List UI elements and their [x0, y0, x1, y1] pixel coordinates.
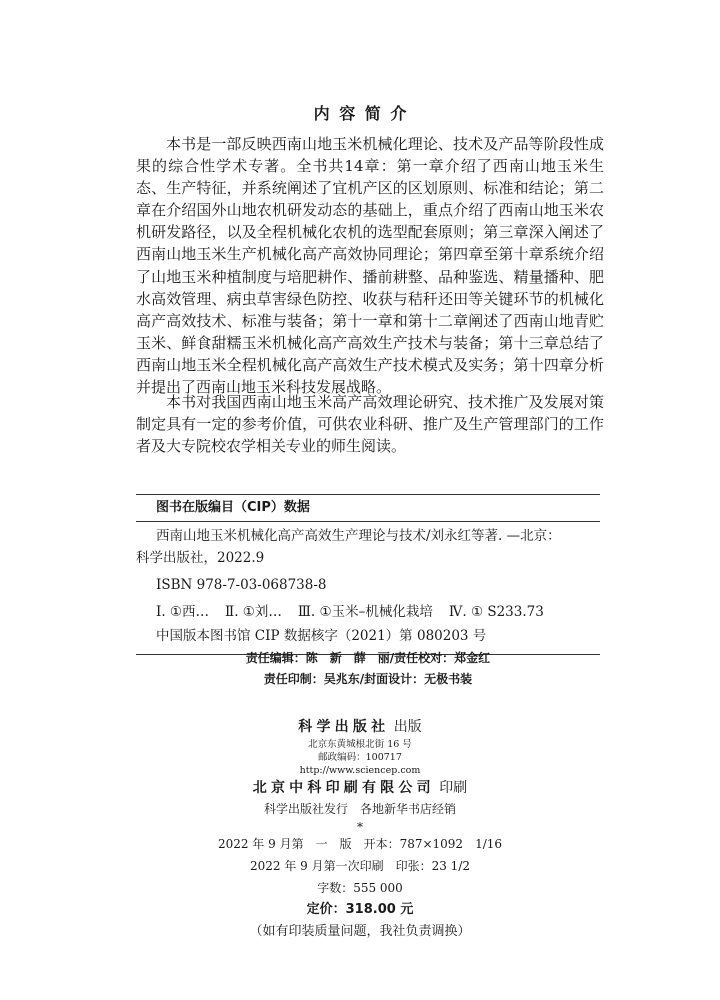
publisher-website: http://www.sciencep.com	[299, 765, 421, 776]
cip-class-4: Ⅳ. ① S233.73	[448, 604, 544, 620]
intro-paragraph-2-text: 本书对我国西南山地玉米高产高效理论研究、技术推广及发展对策制定具有一定的参考价值，可供农业科研、推广及生产管理部门的工作者及大专院校农学相关专业的师生阅读。	[136, 393, 604, 456]
intro-paragraph-1-text: 本书是一部反映西南山地玉米机械化理论、技术及产品等阶段性成果的综合性学术专著。全书共14章：第一章介绍了西南山地玉米生态、生产特征，并系统阐述了宜机产区的区划原则、标准和结论；第二章在介绍国外山地农机研发动态的基础上，重点介绍了西南山地玉米农机研发路径，以及全程机械化农机的选型配套原则；第三章深入阐述了西南山地玉米生产机械化高产高效协同理论；第四章至第十章系统介绍了山地玉米种植制度与培肥耕作、播前耕整、品种鉴选、精量播种、肥水高效管理、病虫草害绿色防控、收获与秸秆还田等关键环节的机械化高产高效技术、标准与装备；第十一章和第十二章阐述了西南山地青贮玉米、鲜食甜糯玉米机械化高产高效生产技术与装备；第十三章总结了西南山地玉米全程机械化高产高效生产技术模式及实务；第十四章分析并提出了西南山地玉米科技发展战略。	[136, 135, 604, 397]
cip-heading: 图书在版编目（CIP）数据	[156, 500, 310, 515]
publisher-address: 北京东黄城根北街 16 号	[308, 739, 412, 750]
cip-top-rule	[136, 494, 600, 495]
intro-paragraph-1	[136, 133, 604, 398]
intro-title: 内容简介	[313, 104, 416, 123]
cip-class-1: Ⅰ. ①西…	[156, 604, 210, 620]
word-count: 字数：555 000	[317, 881, 403, 895]
cip-record-line-1: 西南山地玉米机械化高产高效生产理论与技术/刘永红等著. —北京：	[156, 528, 561, 544]
price: 定价：318.00 元	[306, 902, 414, 917]
cip-heading-rule	[136, 521, 600, 522]
publisher-suffix: 出版	[393, 719, 422, 735]
printing-info: 2022 年 9 月第一次印刷 印张：23 1/2	[249, 859, 470, 873]
publisher-name: 科学出版社	[298, 719, 390, 735]
cip-isbn: ISBN 978-7-03-068738-8	[156, 577, 327, 593]
printer-name: 北京中科印刷有限公司	[252, 780, 435, 796]
intro-paragraph-2	[136, 391, 604, 457]
cip-class-2: Ⅱ. ①刘…	[225, 604, 282, 620]
distribution: 科学出版社发行 各地新华书店经销	[263, 802, 456, 816]
staff-line-2: 责任印制：吴兆东/封面设计：无极书装	[263, 672, 473, 686]
separator-star: *	[357, 820, 363, 834]
quality-note: （如有印装质量问题，我社负责调换）	[249, 924, 471, 939]
publisher-line	[0, 716, 720, 738]
cip-classification	[156, 600, 600, 624]
cip-block	[136, 494, 600, 655]
cip-number: 中国版本图书馆 CIP 数据核字（2021）第 080203 号	[156, 628, 487, 644]
cip-class-3: Ⅲ. ①玉米–机械化栽培	[297, 604, 433, 620]
staff-credits	[136, 648, 600, 690]
staff-line-1: 责任编辑：陈 新 薛 丽/责任校对：郑金红	[245, 651, 491, 665]
printer-suffix: 印刷	[439, 780, 468, 796]
edition-info: 2022 年 9 月第 一 版 开本：787×1092 1/16	[217, 837, 503, 851]
cip-record-line-2: 科学出版社，2022.9	[136, 550, 265, 566]
printer-line	[0, 777, 720, 799]
publication-info	[0, 716, 720, 943]
publisher-postcode: 邮政编码：100717	[318, 752, 402, 763]
